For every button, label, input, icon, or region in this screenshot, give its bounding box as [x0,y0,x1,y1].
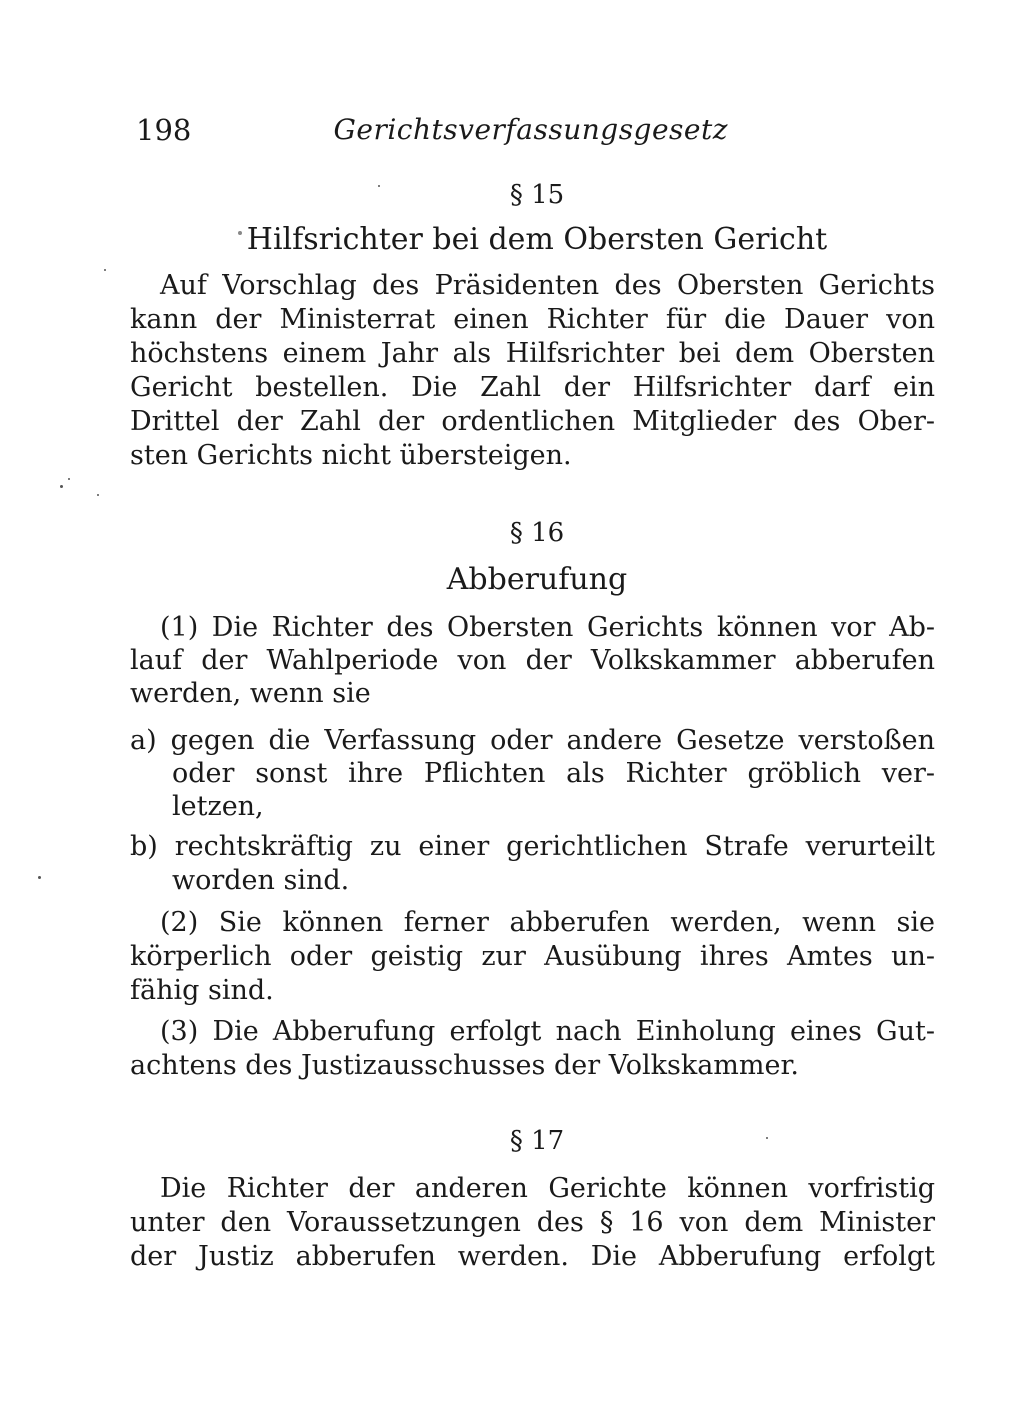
paragraph-line: sten Gerichts nicht übersteigen. [130,440,572,471]
paragraph-line: unter den Voraussetzungen des § 16 von dem Minister [130,1207,935,1238]
scan-speck [104,269,106,271]
page-header [136,108,728,152]
paragraph-line: (3) Die Abberufung erfolgt nach Einholung eines Gut- [160,1016,935,1047]
list-item-line: a) gegen die Verfassung oder andere Gesetze verstoßen [130,725,935,756]
running-title: Gerichtsverfassungsgesetz [333,113,728,146]
list-item-line: b) rechtskräftig zu einer gerichtlichen Strafe verurteilt [130,831,935,862]
section-16-title: Abberufung [446,562,628,597]
scan-speck [68,478,70,480]
paragraph-line: Drittel der Zahl der ordentlichen Mitglieder des Ober- [130,406,935,437]
section-17-number: § 17 [509,1126,565,1156]
paragraph-line: werden, wenn sie [130,678,371,709]
paragraph-line: achtens des Justizausschusses der Volkskammer. [130,1050,800,1081]
paragraph-line: (1) Die Richter des Obersten Gerichts können vor Ab- [160,612,935,643]
list-item-line: letzen, [172,791,264,822]
section-15-number: § 15 [509,180,565,210]
scan-speck [766,1137,768,1139]
paragraph-line: höchstens einem Jahr als Hilfsrichter bei dem Obersten [130,338,935,369]
paragraph-line: Die Richter der anderen Gerichte können vorfristig [160,1173,935,1204]
paragraph-line: körperlich oder geistig zur Ausübung ihres Amtes un- [130,941,935,972]
list-item-line: worden sind. [172,865,350,896]
list-item-line: oder sonst ihre Pflichten als Richter gröblich ver- [172,758,935,789]
scan-speck [60,485,63,488]
scan-speck [38,876,41,879]
page-number: 198 [136,113,192,147]
paragraph-line: Gericht bestellen. Die Zahl der Hilfsrichter darf ein [130,372,935,403]
paragraph-line: fähig sind. [130,975,274,1006]
paragraph-line: (2) Sie können ferner abberufen werden, wenn sie [160,907,935,938]
section-16-number: § 16 [509,518,565,548]
paragraph-line: der Justiz abberufen werden. Die Abberufung erfolgt [130,1241,935,1272]
paragraph-line: Auf Vorschlag des Präsidenten des Obersten Gerichts [160,270,935,301]
scan-speck [97,494,99,496]
paragraph-line: kann der Ministerrat einen Richter für die Dauer von [130,304,935,335]
paragraph-line: lauf der Wahlperiode von der Volkskammer abberufen [130,645,935,676]
scan-speck [238,231,242,235]
scan-speck [378,185,380,187]
section-15-title: Hilfsrichter bei dem Obersten Gericht [246,222,828,257]
